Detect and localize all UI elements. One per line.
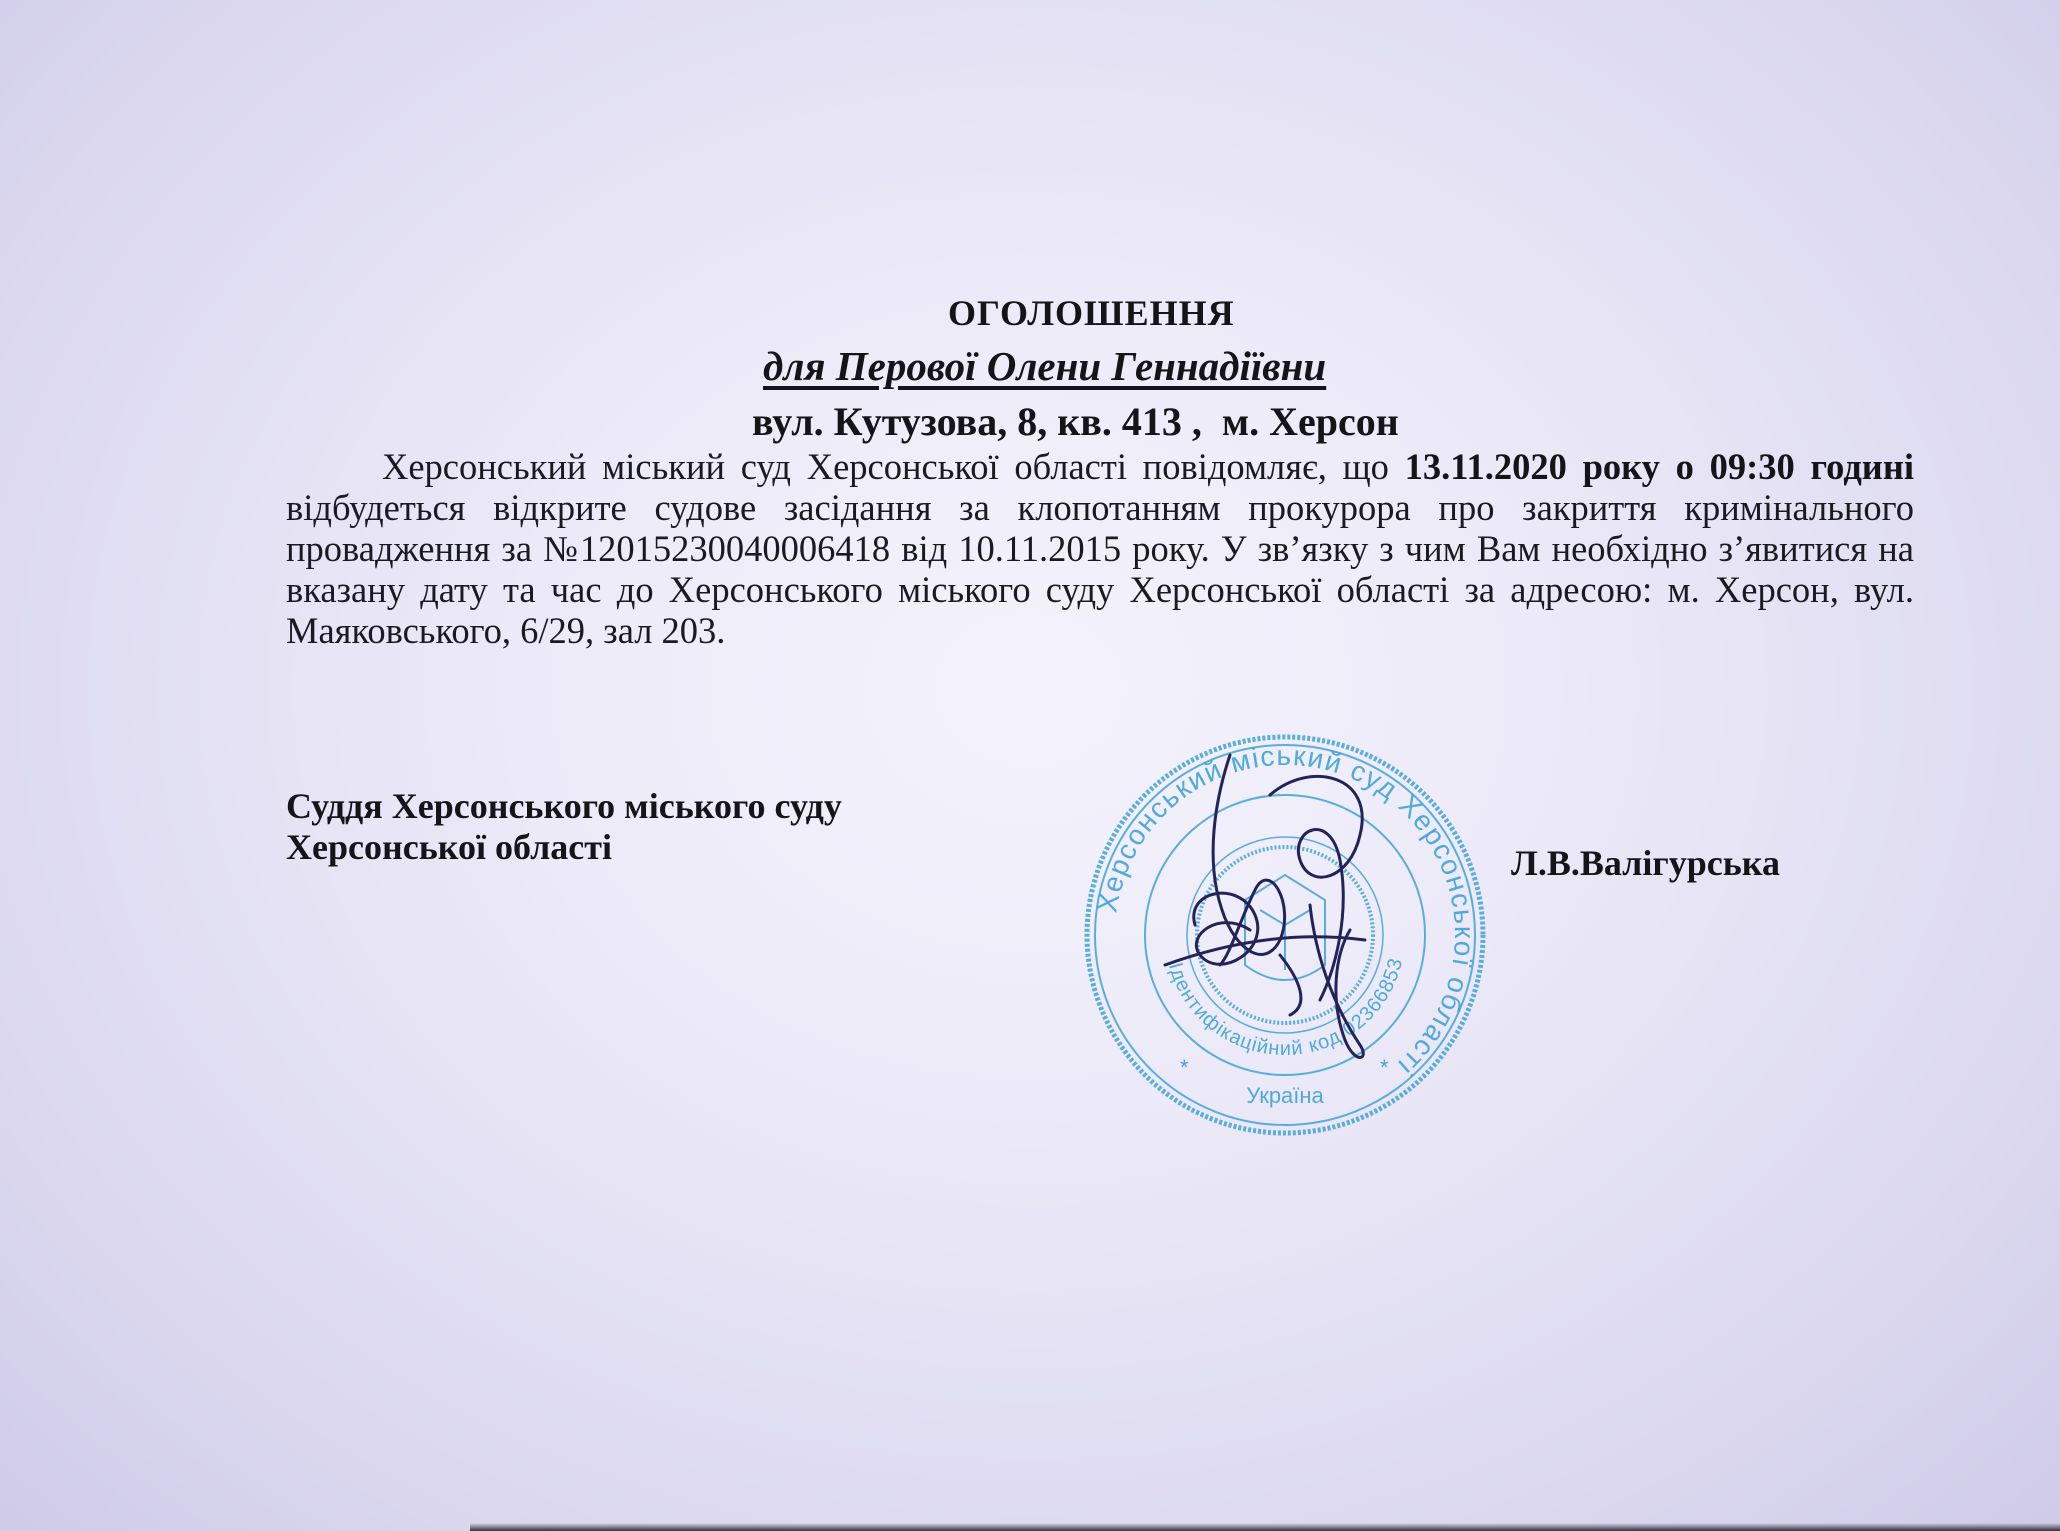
hearing-datetime: 13.11.2020 року о 09:30 годині [1404,446,1915,487]
notice-title: ОГОЛОШЕННЯ [948,293,1235,333]
notice-recipient: для Перової Олени Геннадіївни [763,343,1327,389]
handwritten-signature [1160,740,1420,1070]
body-part-2: відбудеться відкрите судове засідання за клопотанням прокурора про закриття кримінального провадження за №12015230040006418 від 10.11.2015 року. У зв’язку з чим Вам необхідно з’явитися на вказану дату та час до Херсонського міського суду Херсонської області за адресою: м. Херсон, вул. Маяковського, 6/29, зал 203. [286,487,1914,651]
recipient-address: вул. Кутузова, 8, кв. 413 , м. Херсон [752,399,1399,444]
stamp-star-left: * [1180,1055,1189,1080]
stamp-inner-text: Ідентифікаційний код 02366853 [1163,955,1408,1061]
judge-position-line-1: Суддя Херсонського міського суду [286,786,842,826]
judge-position [286,786,842,868]
body-part-1: Херсонський міський суд Херсонської області повідомляє, що [382,446,1405,487]
stamp-star-right: * [1380,1055,1389,1080]
judge-name: Л.В.Валігурська [1511,843,1780,883]
notice-body [286,446,1914,651]
stamp-country: Україна [1246,1083,1324,1108]
judge-position-line-2: Херсонської області [286,827,612,867]
paper-bottom-shadow [470,1523,2060,1531]
stamp-outer-text: Херсонський міський суд Херсонської області [1091,739,1481,1083]
